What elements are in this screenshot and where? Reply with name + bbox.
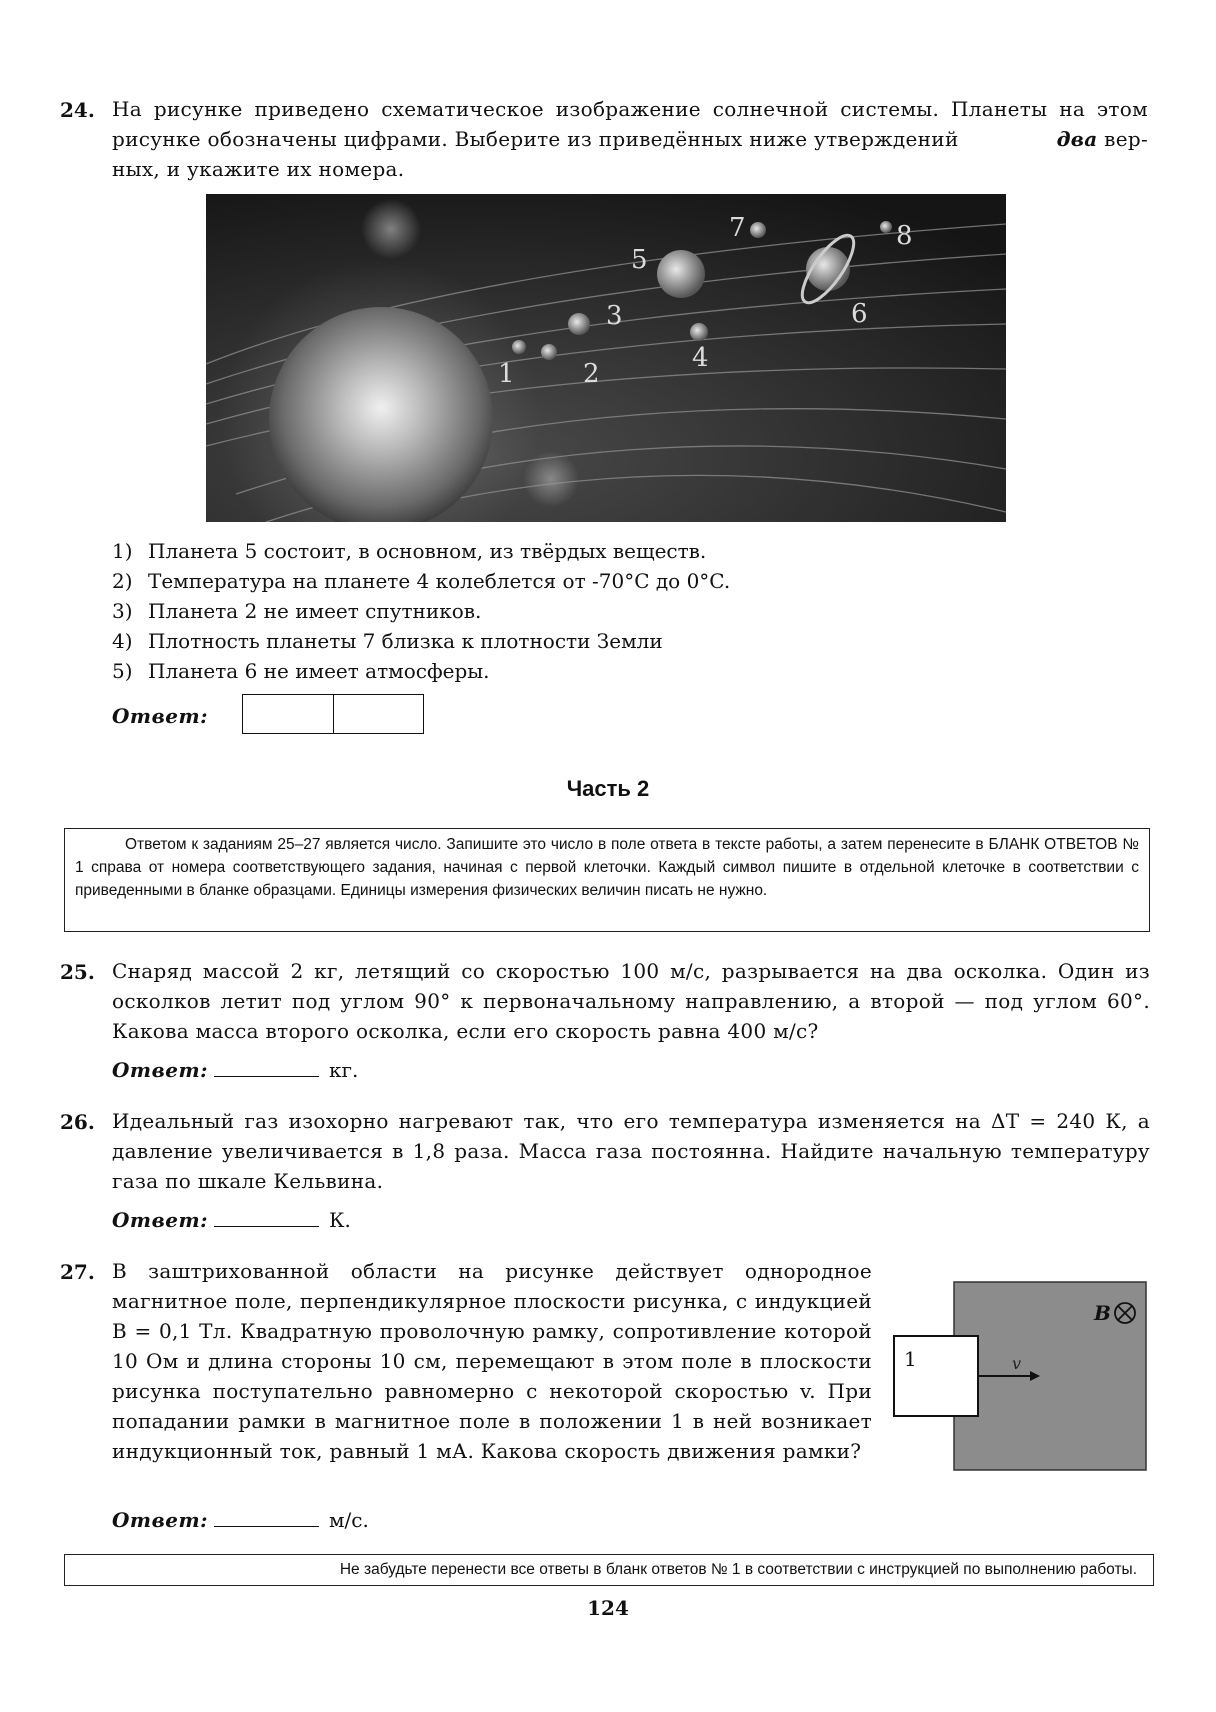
option-number: 3) bbox=[112, 599, 133, 623]
planet-8-icon bbox=[880, 221, 892, 233]
q25-unit: кг. bbox=[329, 1058, 359, 1082]
field-label: B bbox=[1094, 1301, 1111, 1325]
planet-5-icon bbox=[657, 250, 705, 298]
part2-instructions: Ответом к заданиям 25–27 является число. Запишите это число в поле ответа в тексте работы, а затем перенесите в БЛАНК ОТВЕТОВ № 1 справа от номера соответствующего задания, начиная с первой клеточки. Каждый символ пишите в отдельной клеточке в соответствии с приведенными в бланке образцами. Единицы измерения физических величин писать не нужно. bbox=[64, 828, 1150, 932]
solar-system-figure bbox=[206, 194, 1006, 522]
q25-answer bbox=[112, 1058, 358, 1082]
option-text: Планета 6 не имеет атмосферы. bbox=[148, 659, 490, 683]
frame-label: 1 bbox=[904, 1347, 917, 1371]
option-number: 4) bbox=[112, 629, 133, 653]
planet-2-icon bbox=[541, 344, 557, 360]
planet-label-2: 2 bbox=[583, 359, 600, 389]
q24-line2-end: вер- bbox=[1104, 127, 1148, 151]
planet-1-icon bbox=[512, 340, 526, 354]
q24-emphasis: два bbox=[1056, 127, 1098, 151]
planet-label-3: 3 bbox=[606, 301, 623, 331]
q24-answer-label: Ответ: bbox=[112, 704, 208, 728]
q26-text: Идеальный газ изохорно нагревают так, что его температура изменяется на ΔT = 240 К, а давление увеличивается в 1,8 раза. Масса газа постоянна. Найдите начальную температуру газа по шкале Кельвина. bbox=[112, 1109, 1150, 1193]
option-number: 2) bbox=[112, 569, 133, 593]
q26-answer-label: Ответ: bbox=[112, 1208, 208, 1232]
q25-text: Снаряд массой 2 кг, летящий со скоростью 100 м/с, разрывается на два осколка. Один из осколков летит под углом 90° к первоначальному направлению, а второй — под углом 60°. Какова масса второго осколка, если его скорость равна 400 м/с? bbox=[112, 959, 1150, 1043]
q24-line1: На рисунке приведено схематическое изображение солнечной системы. Планеты на этом bbox=[112, 97, 1148, 121]
option-text: Планета 5 состоит, в основном, из твёрдых веществ. bbox=[148, 539, 707, 563]
q27-answer bbox=[112, 1508, 369, 1532]
q24-options bbox=[112, 536, 730, 686]
planet-label-1: 1 bbox=[498, 359, 515, 389]
q27-answer-line[interactable] bbox=[214, 1508, 319, 1527]
q24-line3: ных, и укажите их номера. bbox=[112, 157, 405, 181]
q26-number: 26. bbox=[60, 1110, 95, 1134]
planet-label-4: 4 bbox=[692, 343, 709, 373]
q24-number: 24. bbox=[60, 98, 95, 122]
q24-answer-boxes bbox=[242, 694, 424, 734]
q27-number: 27. bbox=[60, 1260, 95, 1284]
answer-cell-1[interactable] bbox=[243, 695, 334, 733]
planet-label-5: 5 bbox=[631, 245, 648, 275]
option-row bbox=[112, 626, 730, 656]
planet-3-icon bbox=[568, 313, 590, 335]
q27-unit: м/с. bbox=[329, 1508, 369, 1532]
option-number: 5) bbox=[112, 659, 133, 683]
option-row bbox=[112, 536, 730, 566]
option-text: Температура на планете 4 колеблется от -70°C до 0°C. bbox=[148, 569, 731, 593]
q26-unit: К. bbox=[329, 1208, 351, 1232]
q24-line2 bbox=[112, 124, 1148, 154]
option-text: Плотность планеты 7 близка к плотности Земли bbox=[148, 629, 663, 653]
page-number: 124 bbox=[587, 1596, 629, 1620]
q24-line2-text: рисунке обозначены цифрами. Выберите из приведённых ниже утверждений bbox=[112, 127, 959, 151]
q27-answer-label: Ответ: bbox=[112, 1508, 208, 1532]
q27-magnetic-field-figure bbox=[892, 1280, 1148, 1474]
planet-label-7: 7 bbox=[729, 213, 746, 243]
option-row bbox=[112, 596, 730, 626]
answer-cell-2[interactable] bbox=[334, 695, 424, 733]
option-row bbox=[112, 656, 730, 686]
velocity-label: v bbox=[1012, 1354, 1022, 1373]
q27-text: В заштрихованной области на рисунке действует однородное магнитное поле, перпендикулярное плоскости рисунка, с индукцией B = 0,1 Тл. Квадратную проволочную рамку, сопротивление которой 10 Ом и длина стороны 10 см, перемещают в этом поле в плоскости рисунка поступательно равномерно с некоторой скоростью v. При попадании рамки в магнитное поле в положении 1 в ней возникает индукционный ток, равный 1 мА. Какова скорость движения рамки? bbox=[112, 1259, 872, 1463]
planet-label-8: 8 bbox=[896, 221, 913, 251]
q26-answer-line[interactable] bbox=[214, 1208, 319, 1227]
planet-label-6: 6 bbox=[851, 299, 868, 329]
planet-4-icon bbox=[690, 323, 708, 341]
q25-number: 25. bbox=[60, 960, 95, 984]
q25-answer-label: Ответ: bbox=[112, 1058, 208, 1082]
option-number: 1) bbox=[112, 539, 133, 563]
footer-note: Не забудьте перенести все ответы в бланк ответов № 1 в соответствии с инструкцией по выполнению работы. bbox=[64, 1554, 1154, 1586]
q25-answer-line[interactable] bbox=[214, 1058, 319, 1077]
option-row bbox=[112, 566, 730, 596]
option-text: Планета 2 не имеет спутников. bbox=[148, 599, 482, 623]
part2-title: Часть 2 bbox=[566, 776, 650, 801]
planet-7-icon bbox=[750, 222, 766, 238]
q26-answer bbox=[112, 1208, 351, 1232]
sun-icon bbox=[269, 307, 493, 522]
